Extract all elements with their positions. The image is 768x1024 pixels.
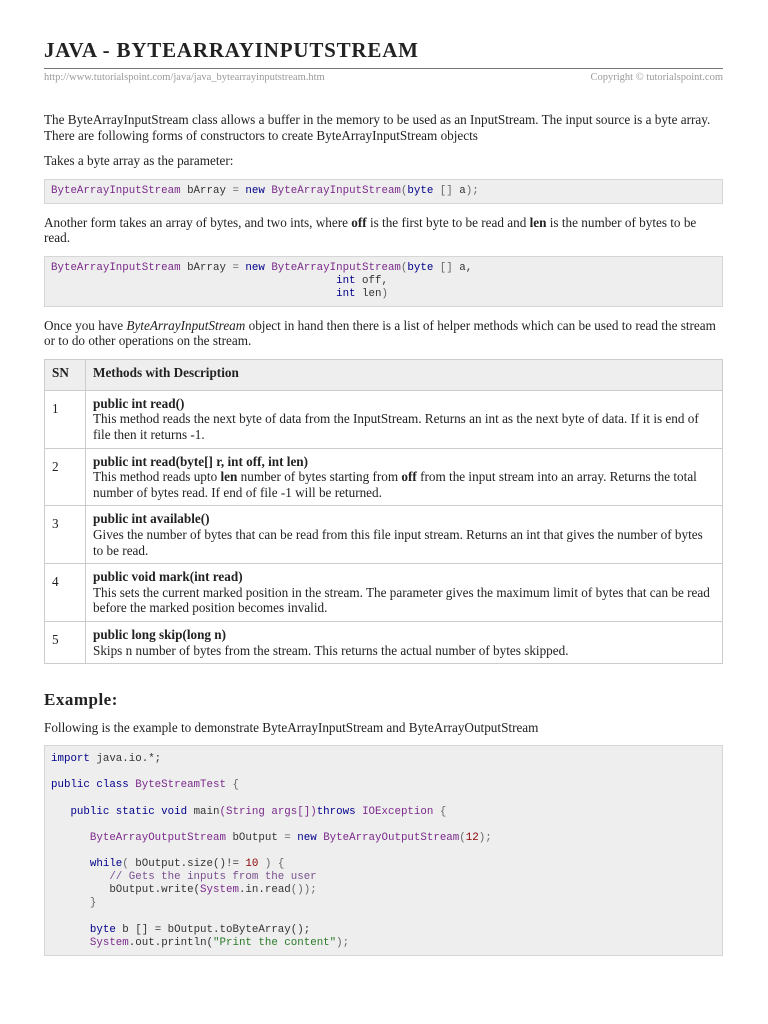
text-run: This method reads upto bbox=[93, 469, 221, 485]
bold-term: off bbox=[401, 469, 417, 485]
code-token: int bbox=[336, 287, 356, 300]
code-token: a, bbox=[459, 261, 473, 274]
text-run: number of bytes starting from bbox=[237, 469, 402, 485]
row-method bbox=[86, 621, 723, 663]
code-token: public class bbox=[51, 779, 129, 792]
method-description: This method reads the next byte of data from the InputStream. Returns an int as the next byte of data. If it is end of file then it returns -1. bbox=[93, 411, 699, 442]
title-rule bbox=[44, 68, 723, 69]
row-sn: 5 bbox=[45, 621, 86, 663]
row-method bbox=[86, 506, 723, 564]
method-name: public int read() bbox=[93, 395, 185, 411]
helper-methods-text bbox=[44, 318, 723, 349]
method-description bbox=[93, 469, 715, 500]
text-run: Once you have bbox=[44, 317, 127, 333]
code-token: 12 bbox=[465, 831, 479, 844]
code-token: new bbox=[238, 184, 272, 197]
code-token: ByteArrayOutputStream bbox=[89, 831, 226, 844]
code-token: len bbox=[355, 287, 382, 300]
code-token: ByteArrayInputStream bbox=[51, 261, 181, 274]
code-token: while bbox=[89, 858, 123, 871]
method-description: Gives the number of bytes that can be read from this file input stream. Returns an int that gives the number of bytes to be read. bbox=[93, 526, 703, 558]
code-token: IOException bbox=[355, 805, 434, 818]
code-token: bOutput.write( bbox=[109, 884, 201, 897]
italic-term: ByteArrayInputStream bbox=[126, 317, 246, 333]
code-token: ); bbox=[336, 936, 350, 949]
content bbox=[44, 112, 723, 967]
column-header-sn: SN bbox=[45, 359, 86, 390]
code-token: ByteArrayInputStream bbox=[51, 184, 181, 197]
code-token: ( bbox=[400, 261, 408, 274]
text-run: is the number of bytes to be read. bbox=[44, 214, 697, 246]
constructor-1-text: Takes a byte array as the parameter: bbox=[44, 153, 234, 169]
code-token: throws bbox=[316, 805, 356, 818]
code-token: // Gets the inputs from the user bbox=[109, 871, 317, 884]
source-url[interactable]: http://www.tutorialspoint.com/java/java_bytearrayinputstream.htm bbox=[44, 72, 325, 83]
method-name: public int available() bbox=[93, 511, 210, 527]
code-token: a bbox=[459, 184, 466, 197]
code-token: int bbox=[336, 274, 356, 287]
code-token: [] bbox=[433, 184, 460, 197]
methods-table bbox=[44, 359, 723, 664]
code-token: import bbox=[51, 753, 90, 766]
code-token: System bbox=[89, 936, 129, 949]
code-token: ByteStreamTest bbox=[128, 779, 233, 792]
code-token: = bbox=[232, 261, 239, 274]
text-run: Another form takes an array of bytes, and two ints, where bbox=[44, 214, 352, 230]
code-token: 10 bbox=[245, 858, 259, 871]
code-token: ) bbox=[381, 287, 388, 300]
table-row bbox=[45, 448, 723, 506]
code-token: new bbox=[290, 831, 324, 844]
row-method bbox=[86, 564, 723, 622]
example-heading: Example: bbox=[44, 690, 118, 710]
code-token: ( bbox=[400, 184, 408, 197]
code-token: println( bbox=[161, 936, 214, 949]
code-token: .out. bbox=[128, 936, 162, 949]
code-token: new bbox=[238, 261, 272, 274]
text-run: is the first byte to be read and bbox=[366, 214, 530, 230]
code-token: = bbox=[232, 184, 239, 197]
table-header-row bbox=[45, 359, 723, 390]
code-token: ByteArrayInputStream bbox=[271, 261, 401, 274]
code-token: bArray bbox=[180, 184, 233, 197]
code-token: byte bbox=[89, 923, 116, 936]
copyright: Copyright © tutorialspoint.com bbox=[590, 72, 723, 83]
code-block-constructor-1 bbox=[44, 179, 723, 204]
intro-paragraph: The ByteArrayInputStream class allows a buffer in the memory to be used as an InputStream. The input source is a byte array. There are following forms of constructors to create ByteArrayInputStream objects bbox=[44, 112, 711, 143]
code-token: [] bbox=[433, 261, 460, 274]
code-token: read bbox=[264, 884, 291, 897]
code-token: byte bbox=[407, 184, 434, 197]
code-token: b [] = bOutput.toByteArray(); bbox=[115, 923, 311, 936]
table-row bbox=[45, 621, 723, 663]
code-token: ByteArrayOutputStream bbox=[323, 831, 460, 844]
method-description: Skips n number of bytes from the stream. This returns the actual number of bytes skipped. bbox=[93, 642, 569, 658]
code-token: public static void bbox=[70, 805, 188, 818]
row-sn: 3 bbox=[45, 506, 86, 564]
method-name: public long skip(long n) bbox=[93, 626, 227, 642]
code-token: bOutput.size()!= bbox=[128, 858, 246, 871]
page-title: JAVA - BYTEARRAYINPUTSTREAM bbox=[44, 38, 419, 62]
code-token: bArray bbox=[180, 261, 233, 274]
code-token: (String args[]) bbox=[219, 805, 317, 818]
code-block-example: import java.io.*; public class ByteStreamTest { public static void main(String args[])throws IOException { ByteArrayOutputStream bOutput = new ByteArrayOutputStream(12); while( bOutput.size()!= 10 ) { // Gets the inputs from the user bOutput.write(System.in.read()); } byte b [] = bOutput.toByteArray(); System.out.println("Print the content"); bbox=[44, 745, 723, 955]
method-name: public void mark(int read) bbox=[93, 569, 243, 585]
row-sn: 2 bbox=[45, 448, 86, 506]
code-token: System bbox=[200, 884, 239, 897]
page-meta bbox=[44, 72, 723, 83]
code-block-constructor-2 bbox=[44, 256, 723, 307]
code-token: off, bbox=[355, 274, 388, 287]
row-sn: 1 bbox=[45, 390, 86, 448]
row-method bbox=[86, 390, 723, 448]
code-token: byte bbox=[407, 261, 434, 274]
table-row bbox=[45, 390, 723, 448]
column-header-methods: Methods with Description bbox=[86, 359, 723, 390]
constructor-2-text bbox=[44, 215, 723, 246]
method-name: public int read(byte[] r, int off, int len) bbox=[93, 453, 309, 469]
bold-term: off bbox=[351, 214, 367, 230]
example-text: Following is the example to demonstrate ByteArrayInputStream and ByteArrayOutputStream bbox=[44, 719, 539, 735]
text-run: object in hand then there is a list of helper methods which can be used to read the stream or to do other operations on the stream. bbox=[44, 317, 716, 349]
method-description: This sets the current marked position in the stream. The parameter gives the maximum limit of bytes that can be read before the marked position becomes invalid. bbox=[93, 584, 710, 616]
text-run: from the input stream into an array. Returns the total number of bytes read. If end of file -1 will be returned. bbox=[93, 469, 697, 500]
bold-term: len bbox=[220, 469, 238, 485]
code-token: bOutput bbox=[225, 831, 285, 844]
table-row bbox=[45, 564, 723, 622]
code-token: "Print the content" bbox=[213, 936, 337, 949]
code-token: ); bbox=[465, 184, 479, 197]
row-sn: 4 bbox=[45, 564, 86, 622]
row-method bbox=[86, 448, 723, 506]
code-token: ByteArrayInputStream bbox=[271, 184, 401, 197]
code-token: java.io.*; bbox=[89, 753, 162, 766]
code-token: .in. bbox=[238, 884, 265, 897]
bold-term: len bbox=[529, 214, 547, 230]
code-token: main bbox=[187, 805, 220, 818]
table-row bbox=[45, 506, 723, 564]
